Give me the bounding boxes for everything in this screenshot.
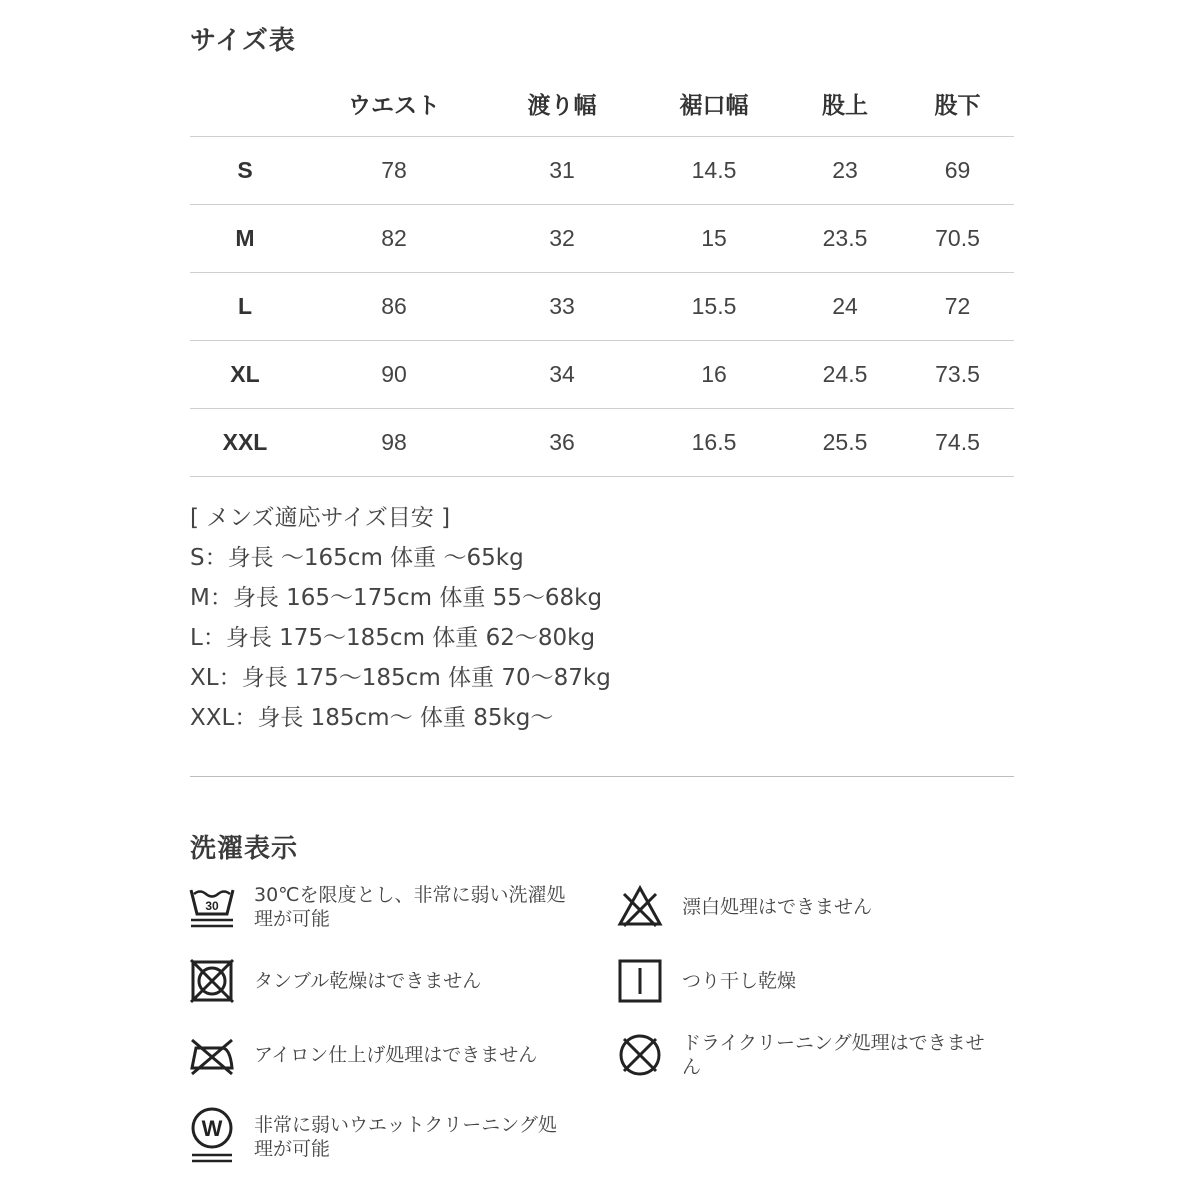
line-dry-icon <box>616 956 664 1006</box>
rise-cell: 24.5 <box>822 361 868 387</box>
hem-cell: 16.5 <box>691 429 737 455</box>
inseam-cell: 70.5 <box>935 225 980 251</box>
size-chart-title: サイズ表 <box>190 26 296 56</box>
care-item <box>616 1030 1016 1080</box>
table-row <box>190 137 1014 205</box>
care-item <box>616 882 1016 932</box>
hem-cell: 15.5 <box>691 293 737 319</box>
rise-cell: 23 <box>832 157 858 183</box>
rise-cell: 23.5 <box>822 225 868 251</box>
size-cell: XXL <box>222 429 268 455</box>
header-cell-thigh: 渡り幅 <box>527 92 597 119</box>
waist-cell: 86 <box>381 293 407 319</box>
thigh-cell: 34 <box>549 361 575 387</box>
care-text: 非常に弱いウエットクリーニング処理が可能 <box>254 1114 557 1160</box>
table-row <box>190 205 1014 273</box>
size-guide-heading: [ メンズ適応サイズ目安 ] <box>190 505 451 531</box>
wet-clean-very-gentle-icon <box>188 1106 236 1168</box>
care-text: ドライクリーニング処理はできません <box>682 1032 985 1078</box>
waist-cell: 82 <box>381 225 407 251</box>
section-divider <box>190 776 1014 777</box>
table-row <box>190 273 1014 341</box>
no-dry-clean-icon <box>616 1030 664 1080</box>
table-row <box>190 341 1014 409</box>
size-guide-line: S：身長 ～165cm 体重 ～65kg <box>190 545 524 571</box>
care-item <box>188 882 588 932</box>
wash-tub-30-gentle-icon <box>188 882 236 932</box>
table-header-row <box>190 70 1014 137</box>
hem-cell: 14.5 <box>691 157 737 183</box>
table-row <box>190 409 1014 477</box>
care-text: アイロン仕上げ処理はできません <box>254 1044 538 1066</box>
size-cell: S <box>237 157 253 183</box>
care-label-title: 洗濯表示 <box>190 834 299 864</box>
waist-cell: 78 <box>381 157 407 183</box>
size-guide <box>190 498 611 738</box>
thigh-cell: 36 <box>549 429 575 455</box>
no-bleach-icon <box>616 882 664 932</box>
hem-cell: 16 <box>701 361 727 387</box>
size-cell: M <box>235 225 255 251</box>
care-text: 30℃を限度とし、非常に弱い洗濯処理が可能 <box>254 884 566 930</box>
header-cell-waist: ウエスト <box>348 92 440 119</box>
header-cell-inseam: 股下 <box>934 92 981 119</box>
size-guide-line: M：身長 165～175cm 体重 55～68kg <box>190 585 603 611</box>
inseam-cell: 69 <box>944 157 971 183</box>
hem-cell: 15 <box>701 225 727 251</box>
header-cell-size <box>190 70 300 136</box>
thigh-cell: 32 <box>549 225 575 251</box>
rise-cell: 24 <box>832 293 858 319</box>
waist-cell: 98 <box>381 429 407 455</box>
no-tumble-dry-icon <box>188 956 236 1006</box>
care-text: タンブル乾燥はできません <box>254 970 482 992</box>
size-guide-line: XXL：身長 185cm～ 体重 85kg～ <box>190 705 554 731</box>
header-cell-hem: 裾口幅 <box>679 92 749 119</box>
thigh-cell: 31 <box>549 157 575 183</box>
inseam-cell: 72 <box>944 293 971 319</box>
thigh-cell: 33 <box>549 293 575 319</box>
rise-cell: 25.5 <box>822 429 868 455</box>
inseam-cell: 74.5 <box>935 429 980 455</box>
waist-cell: 90 <box>381 361 407 387</box>
no-iron-icon <box>188 1030 236 1080</box>
care-item <box>188 956 588 1006</box>
size-cell: L <box>237 293 253 319</box>
wet-clean-letter: W <box>201 1116 223 1141</box>
size-guide-line: L：身長 175～185cm 体重 62～80kg <box>190 625 596 651</box>
care-text: つり干し乾燥 <box>682 970 797 992</box>
wash-temperature-label: 30 <box>205 899 219 913</box>
size-table <box>190 70 1014 477</box>
size-guide-line: XL：身長 175～185cm 体重 70～87kg <box>190 665 611 691</box>
header-cell-rise: 股上 <box>822 92 868 119</box>
inseam-cell: 73.5 <box>935 361 980 387</box>
care-item <box>616 956 1016 1006</box>
size-cell: XL <box>230 361 260 387</box>
care-item <box>188 1030 588 1080</box>
care-item <box>188 1106 588 1168</box>
care-text: 漂白処理はできません <box>682 896 873 918</box>
